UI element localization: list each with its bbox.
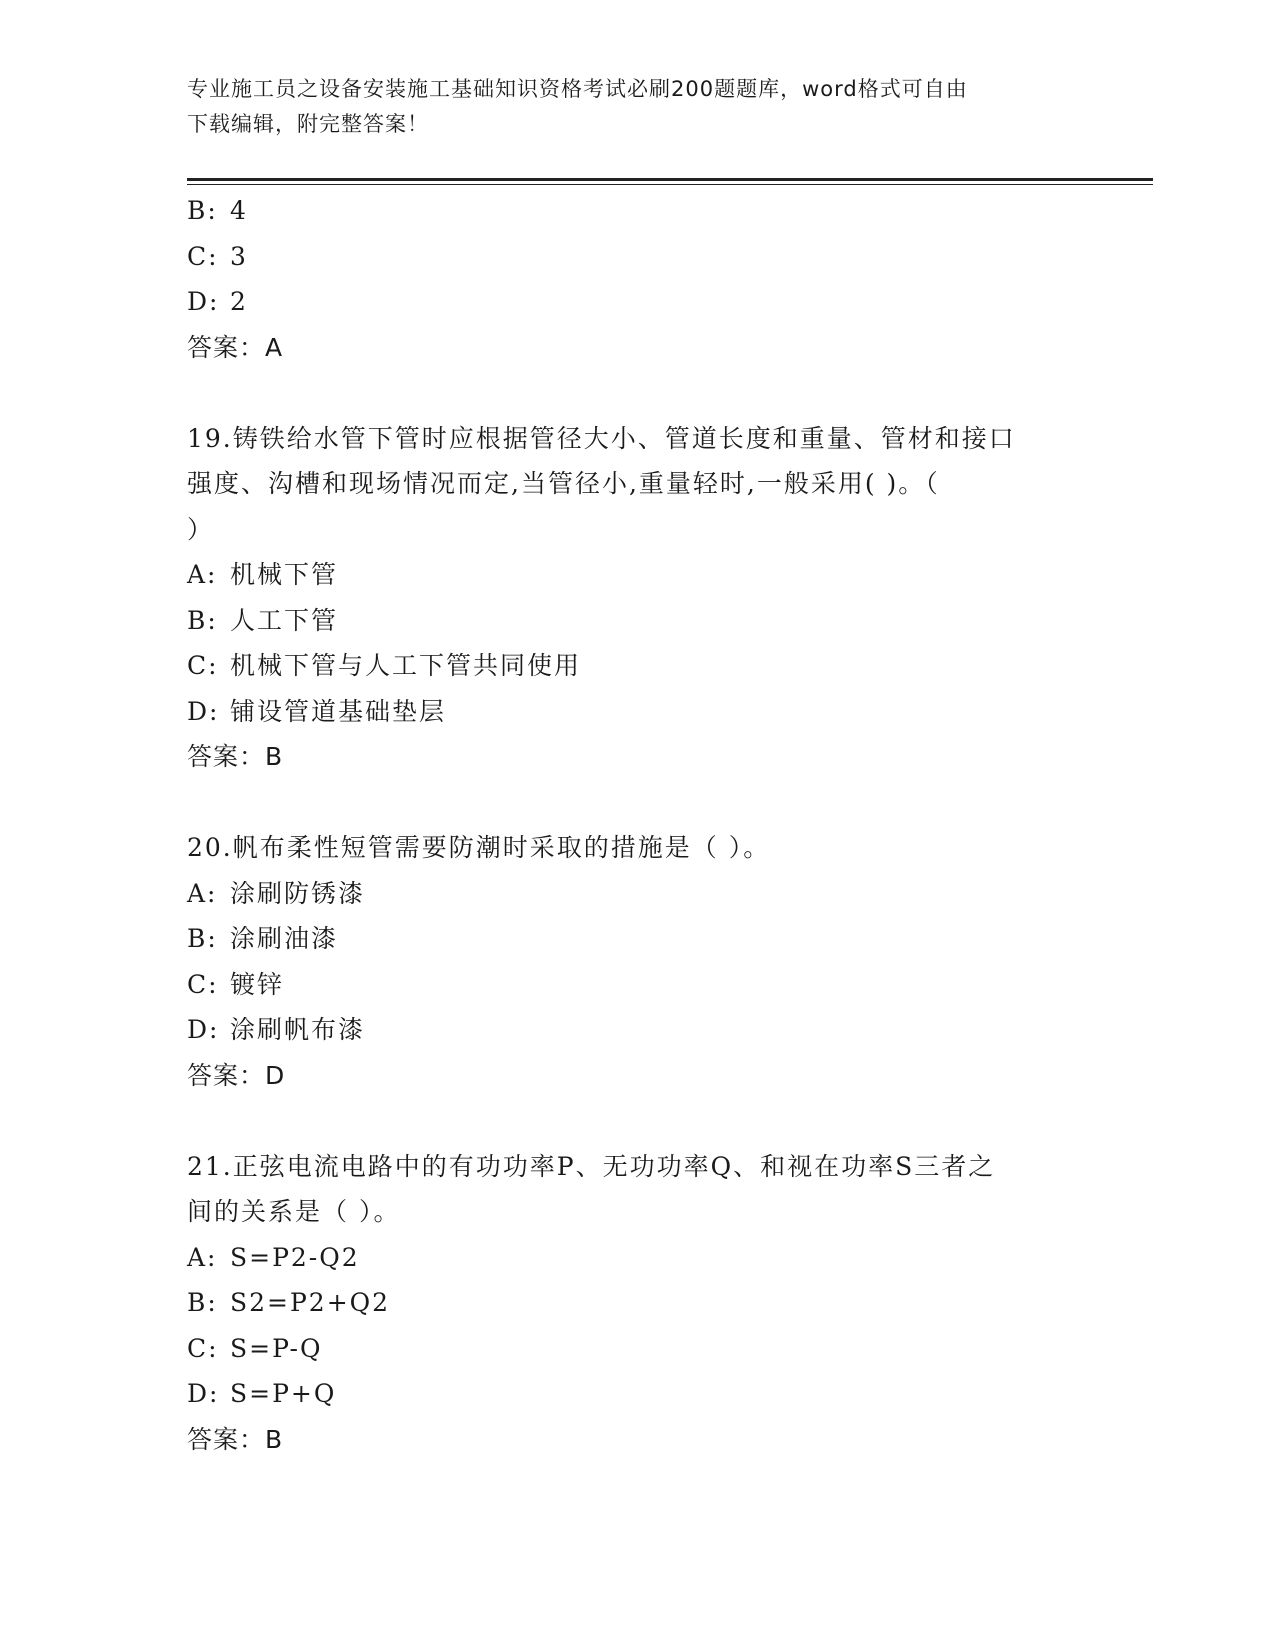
option-key: C: xyxy=(187,969,219,999)
question-stem-line: 强度、沟槽和现场情况而定,当管径小,重量轻时,一般采用( )。（ xyxy=(187,469,940,498)
option-row xyxy=(187,234,1087,280)
option-row xyxy=(187,1280,1087,1326)
question-stem-line: 21.正弦电流电路中的有功功率P、无功功率Q、和视在功率S三者之 xyxy=(187,1151,996,1181)
option-row xyxy=(187,552,1087,598)
option-key: D: xyxy=(187,1379,220,1408)
option-row xyxy=(187,279,1087,325)
option-row xyxy=(187,1326,1087,1372)
option-text: 镀锌 xyxy=(230,969,285,999)
option-row xyxy=(187,871,1087,917)
option-text: 机械下管与人工下管共同使用 xyxy=(230,651,582,680)
option-key: B: xyxy=(187,196,218,225)
option-row xyxy=(187,188,1087,234)
option-key: C: xyxy=(187,241,219,271)
option-row xyxy=(187,598,1087,644)
option-key: A: xyxy=(187,878,218,908)
document-header xyxy=(187,72,1067,142)
question-gap xyxy=(187,1098,1087,1144)
question-stem-line: ） xyxy=(187,514,215,544)
question-gap xyxy=(187,370,1087,416)
option-row xyxy=(187,689,1087,735)
option-text: S=P+Q xyxy=(230,1379,337,1408)
header-rule-thick xyxy=(187,178,1153,181)
option-text: 涂刷帆布漆 xyxy=(230,1015,366,1044)
question-stem-line: 间的关系是（ ）。 xyxy=(187,1197,401,1226)
option-text: 涂刷油漆 xyxy=(230,924,339,953)
header-title-line-1: 专业施工员之设备安装施工基础知识资格考试必刷200题题库，word格式可自由 xyxy=(187,77,968,101)
question-continued xyxy=(187,188,1087,370)
question-21 xyxy=(187,1144,1087,1463)
header-title-line-2: 下载编辑，附完整答案！ xyxy=(187,112,429,136)
option-row xyxy=(187,916,1087,962)
option-key: D: xyxy=(187,287,220,316)
answer-line: 答案：B xyxy=(187,742,284,771)
question-19 xyxy=(187,416,1087,780)
option-text: 3 xyxy=(230,241,248,271)
option-key: D: xyxy=(187,1015,220,1044)
answer-line: 答案：D xyxy=(187,1060,286,1090)
option-key: D: xyxy=(187,696,220,726)
answer-line: 答案：B xyxy=(187,1424,284,1454)
option-key: B: xyxy=(187,605,218,635)
option-key: C: xyxy=(187,1333,219,1363)
option-text: S=P-Q xyxy=(230,1333,323,1363)
option-text: S2=P2+Q2 xyxy=(230,1288,391,1317)
option-key: A: xyxy=(187,1242,218,1272)
option-text: 4 xyxy=(230,196,248,225)
option-row xyxy=(187,1007,1087,1053)
option-row xyxy=(187,643,1087,689)
option-row xyxy=(187,1235,1087,1281)
option-text: S=P2-Q2 xyxy=(230,1242,360,1272)
option-text: 铺设管道基础垫层 xyxy=(230,696,447,726)
option-text: 机械下管 xyxy=(230,560,339,589)
option-key: C: xyxy=(187,651,219,680)
question-20 xyxy=(187,825,1087,1098)
option-key: B: xyxy=(187,924,218,953)
option-row xyxy=(187,1371,1087,1417)
question-stem-line: 20.帆布柔性短管需要防潮时采取的措施是（ ）。 xyxy=(187,833,771,862)
header-rule-thin xyxy=(187,184,1153,185)
answer-line: 答案：A xyxy=(187,332,284,362)
question-gap xyxy=(187,780,1087,826)
question-list xyxy=(187,188,1087,1462)
option-text: 2 xyxy=(230,287,248,316)
option-key: B: xyxy=(187,1288,218,1317)
option-text: 涂刷防锈漆 xyxy=(230,878,366,908)
option-row xyxy=(187,962,1087,1008)
question-stem-line: 19.铸铁给水管下管时应根据管径大小、管道长度和重量、管材和接口 xyxy=(187,423,1016,453)
option-text: 人工下管 xyxy=(230,605,339,635)
option-key: A: xyxy=(187,560,218,589)
